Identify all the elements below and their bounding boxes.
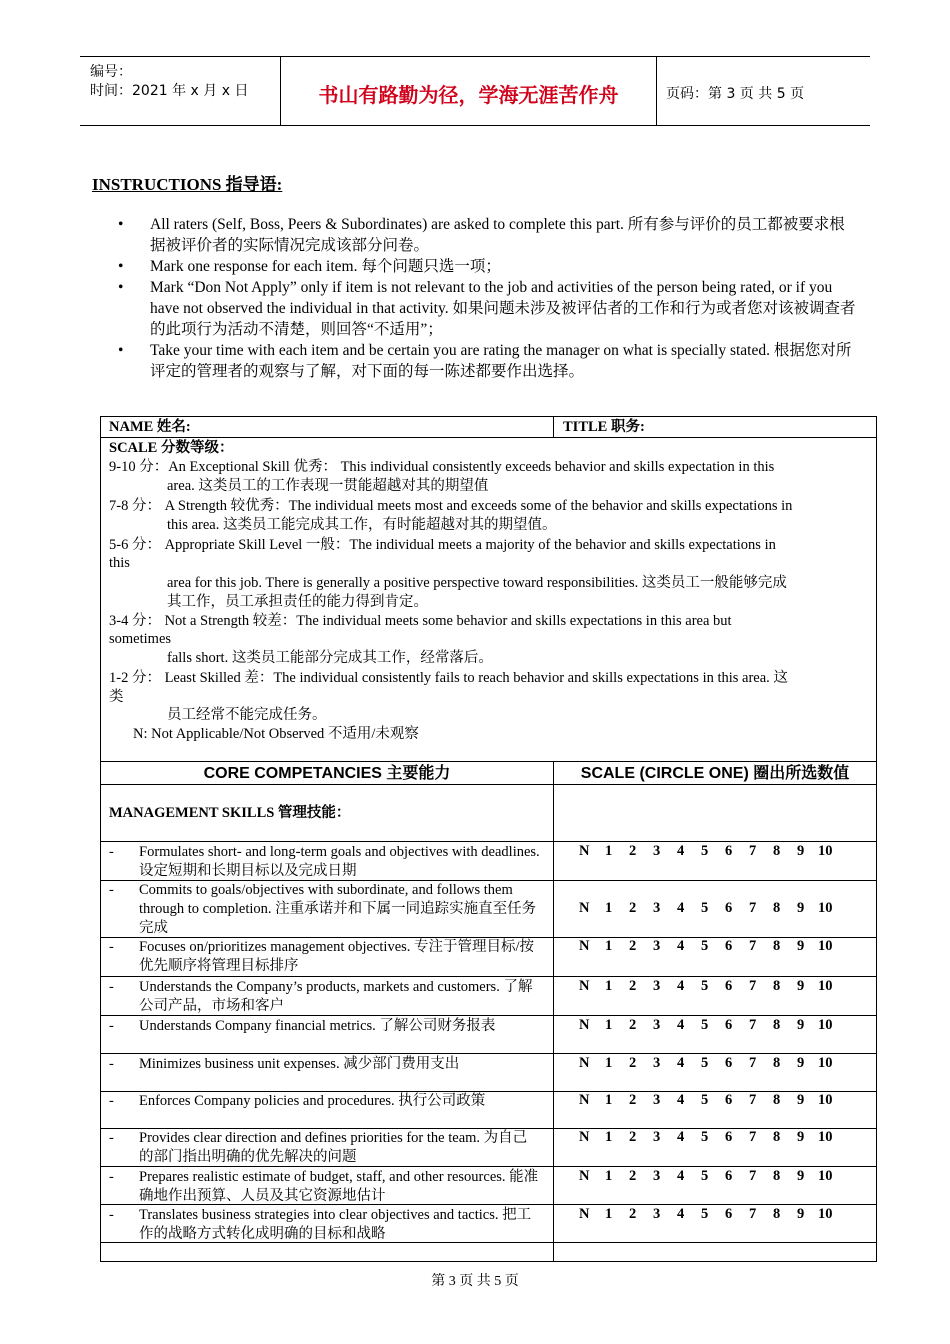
name-title-divider (553, 417, 554, 437)
scale-option-10[interactable]: 10 (818, 1017, 833, 1033)
page-footer: 第 3 页 共 5 页 (431, 1274, 519, 1289)
scale-option-1[interactable]: 1 (605, 1129, 613, 1145)
instruction-item: • Mark one response for each item. 每个问题只选一项； (118, 258, 501, 275)
scale-line: sometimes (109, 631, 172, 647)
competency-form-table (100, 416, 877, 1262)
scale-option-4[interactable]: 4 (677, 1129, 685, 1145)
scale-option-n[interactable]: N (579, 843, 590, 859)
scale-option-10[interactable]: 10 (818, 1055, 833, 1071)
scale-column-header: SCALE (CIRCLE ONE) 圈出所选数值 (580, 765, 850, 782)
item-dash: - (109, 979, 114, 995)
bullet-icon: • (118, 279, 124, 296)
scale-line: 1-2 分： Least Skilled 差：The individual consistently fails to reach behavior and skills expectations in this area. 这 (109, 670, 788, 686)
scale-option-8[interactable]: 8 (773, 900, 781, 916)
scale-option-n[interactable]: N (579, 1055, 590, 1071)
scale-option-3[interactable]: 3 (653, 1206, 661, 1222)
header-page-label: 页码：第 3 页 共 5 页 (666, 86, 805, 102)
scale-option-8[interactable]: 8 (773, 1092, 781, 1108)
header-page-cell (656, 57, 870, 125)
scale-option-9[interactable]: 9 (797, 1168, 805, 1184)
scale-option-5[interactable]: 5 (701, 1017, 709, 1033)
scale-option-10[interactable]: 10 (818, 978, 833, 994)
scale-option-9[interactable]: 9 (797, 1206, 805, 1222)
scale-option-7[interactable]: 7 (749, 1055, 757, 1071)
scale-option-5[interactable]: 5 (701, 843, 709, 859)
management-skills-label: MANAGEMENT SKILLS 管理技能： (109, 805, 351, 821)
scale-line: 5-6 分： Appropriate Skill Level 一般：The individual meets a majority of the behavior and skills expectations in (109, 537, 776, 553)
scale-line: falls short. 这类员工能部分完成其工作，经常落后。 (167, 650, 493, 666)
scale-option-10[interactable]: 10 (818, 1168, 833, 1184)
instruction-item: • Mark “Don Not Apply” only if item is not relevant to the job and activities of the person being rated, or if you have not observed the individual in that activity. 如果问题未涉及被评估者的工作和行为或者您对该被调查者的此项行为活动不清楚，则回答“不适用”； (118, 279, 856, 338)
scale-line: 员工经常不能完成任务。 (167, 707, 327, 723)
instruction-item: • All raters (Self, Boss, Peers & Subordinates) are asked to complete this part. 所有参与评价的员工都被要求根据被评价者的实际情况完成该部分问卷。 (118, 216, 845, 254)
scale-option-6[interactable]: 6 (725, 1092, 733, 1108)
item-dash: - (109, 1169, 114, 1185)
scale-option-2[interactable]: 2 (629, 1055, 637, 1071)
scale-option-9[interactable]: 9 (797, 1129, 805, 1145)
scale-option-3[interactable]: 3 (653, 1092, 661, 1108)
scale-option-n[interactable]: N (579, 938, 590, 954)
scale-option-7[interactable]: 7 (749, 900, 757, 916)
row-divider (101, 761, 876, 762)
document-header (80, 56, 870, 126)
scale-option-4[interactable]: 4 (677, 1092, 685, 1108)
scale-option-4[interactable]: 4 (677, 843, 685, 859)
scale-option-6[interactable]: 6 (725, 843, 733, 859)
item-dash: - (109, 1093, 114, 1109)
scale-option-4[interactable]: 4 (677, 978, 685, 994)
competency-item (109, 1092, 541, 1111)
scale-option-6[interactable]: 6 (725, 1168, 733, 1184)
item-dash: - (109, 882, 114, 898)
scale-option-7[interactable]: 7 (749, 1206, 757, 1222)
scale-option-n[interactable]: N (579, 1017, 590, 1033)
scale-option-10[interactable]: 10 (818, 1206, 833, 1222)
scale-line: 类 (109, 689, 124, 705)
item-text: Translates business strategies into clear objectives and tactics. 把工作的战略方式转化成明确的目标和战略 (139, 1207, 532, 1242)
scale-option-4[interactable]: 4 (677, 1055, 685, 1071)
scale-line: this area. 这类员工能完成其工作，有时能超越对其的期望值。 (167, 517, 557, 533)
scale-option-3[interactable]: 3 (653, 938, 661, 954)
scale-option-3[interactable]: 3 (653, 1017, 661, 1033)
scale-option-8[interactable]: 8 (773, 1168, 781, 1184)
scale-option-n[interactable]: N (579, 900, 590, 916)
scale-option-9[interactable]: 9 (797, 1017, 805, 1033)
scale-option-8[interactable]: 8 (773, 978, 781, 994)
scale-option-1[interactable]: 1 (605, 978, 613, 994)
scale-option-9[interactable]: 9 (797, 978, 805, 994)
scale-option-1[interactable]: 1 (605, 1168, 613, 1184)
scale-option-10[interactable]: 10 (818, 1092, 833, 1108)
row-divider (101, 841, 876, 842)
bullet-icon: • (118, 342, 124, 359)
header-motto-cell (280, 57, 657, 125)
item-text: Enforces Company policies and procedures. 执行公司政策 (139, 1093, 486, 1109)
scale-option-5[interactable]: 5 (701, 1129, 709, 1145)
scale-option-3[interactable]: 3 (653, 978, 661, 994)
core-competencies-header: CORE COMPETANCIES 主要能力 (203, 765, 451, 782)
row-divider (101, 784, 876, 785)
item-dash: - (109, 939, 114, 955)
scale-option-7[interactable]: 7 (749, 1092, 757, 1108)
scale-option-3[interactable]: 3 (653, 1129, 661, 1145)
scale-option-8[interactable]: 8 (773, 1206, 781, 1222)
instruction-item: • Take your time with each item and be certain you are rating the manager on what is specially stated. 根据您对所评定的管理者的观察与了解，对下面的每一陈述都要作出选择。 (118, 342, 852, 380)
scale-option-n[interactable]: N (579, 1168, 590, 1184)
scale-option-5[interactable]: 5 (701, 1206, 709, 1222)
scale-option-8[interactable]: 8 (773, 938, 781, 954)
scale-option-5[interactable]: 5 (701, 1055, 709, 1071)
scale-option-8[interactable]: 8 (773, 843, 781, 859)
column-divider (553, 761, 554, 1261)
scale-option-2[interactable]: 2 (629, 1206, 637, 1222)
item-text: Prepares realistic estimate of budget, staff, and other resources. 能准确地作出预算、人员及其它资源地估计 (139, 1169, 539, 1204)
scale-option-n[interactable]: N (579, 978, 590, 994)
scale-option-1[interactable]: 1 (605, 1206, 613, 1222)
document-date-label: 时间：2021 年 x 月 x 日 (90, 83, 249, 99)
row-divider (101, 437, 876, 438)
scale-line: 9-10 分：An Exceptional Skill 优秀： This individual consistently exceeds behavior and skills expectation in this (109, 459, 775, 475)
scale-option-6[interactable]: 6 (725, 1017, 733, 1033)
bullet-icon: • (118, 216, 124, 233)
scale-option-6[interactable]: 6 (725, 1055, 733, 1071)
scale-option-9[interactable]: 9 (797, 1092, 805, 1108)
scale-option-10[interactable]: 10 (818, 843, 833, 859)
scale-option-n[interactable]: N (579, 1206, 590, 1222)
scale-option-3[interactable]: 3 (653, 1055, 661, 1071)
scale-option-3[interactable]: 3 (653, 1168, 661, 1184)
competency-item (109, 1206, 541, 1244)
scale-option-5[interactable]: 5 (701, 1168, 709, 1184)
scale-option-2[interactable]: 2 (629, 843, 637, 859)
scale-option-5[interactable]: 5 (701, 938, 709, 954)
scale-option-2[interactable]: 2 (629, 978, 637, 994)
competency-item (109, 881, 541, 938)
scale-option-7[interactable]: 7 (749, 843, 757, 859)
scale-option-7[interactable]: 7 (749, 1168, 757, 1184)
item-text: Understands the Company’s products, markets and customers. 了解公司产品，市场和客户 (139, 979, 533, 1014)
scale-option-1[interactable]: 1 (605, 938, 613, 954)
scale-option-8[interactable]: 8 (773, 1055, 781, 1071)
competency-item (109, 1129, 541, 1167)
scale-line: 7-8 分： A Strength 较优秀：The individual meets most and exceeds some of the behavior and skills expectations in (109, 498, 793, 514)
scale-option-10[interactable]: 10 (818, 938, 833, 954)
scale-option-4[interactable]: 4 (677, 1168, 685, 1184)
competency-item (109, 978, 541, 1016)
scale-option-1[interactable]: 1 (605, 900, 613, 916)
row-divider (101, 1242, 876, 1243)
scale-line: this (109, 555, 130, 571)
scale-option-9[interactable]: 9 (797, 843, 805, 859)
scale-option-n[interactable]: N (579, 1092, 590, 1108)
scale-option-1[interactable]: 1 (605, 1055, 613, 1071)
item-text: Formulates short- and long-term goals and objectives with deadlines. 设定短期和长期目标以及完成日期 (139, 844, 540, 879)
competency-item (109, 1017, 541, 1036)
scale-option-6[interactable]: 6 (725, 900, 733, 916)
row-divider (101, 1015, 876, 1016)
scale-option-2[interactable]: 2 (629, 1092, 637, 1108)
scale-option-6[interactable]: 6 (725, 978, 733, 994)
item-dash: - (109, 1018, 114, 1034)
scale-option-2[interactable]: 2 (629, 900, 637, 916)
scale-option-6[interactable]: 6 (725, 1129, 733, 1145)
scale-option-8[interactable]: 8 (773, 1017, 781, 1033)
scale-line: 其工作，员工承担责任的能力得到肯定。 (167, 594, 428, 610)
scale-option-n[interactable]: N (579, 1129, 590, 1145)
item-text: Minimizes business unit expenses. 减少部门费用支出 (139, 1056, 460, 1072)
instructions-list (118, 214, 858, 382)
scale-option-7[interactable]: 7 (749, 1017, 757, 1033)
instructions-title: INSTRUCTIONS 指导语: (92, 175, 283, 194)
scale-option-5[interactable]: 5 (701, 900, 709, 916)
scale-option-2[interactable]: 2 (629, 938, 637, 954)
item-dash: - (109, 1207, 114, 1223)
scale-line: 3-4 分： Not a Strength 较差：The individual meets some behavior and skills expectations in this area but (109, 613, 732, 629)
row-divider (101, 976, 876, 977)
scale-line: area for this job. There is generally a positive perspective toward responsibilities. 这类员工一般能够完成 (167, 575, 787, 591)
competency-item (109, 1168, 541, 1206)
scale-option-5[interactable]: 5 (701, 978, 709, 994)
row-divider (101, 1053, 876, 1054)
scale-option-6[interactable]: 6 (725, 1206, 733, 1222)
row-divider (101, 1166, 876, 1167)
title-label: TITLE 职务: (563, 419, 645, 435)
item-text: Provides clear direction and defines priorities for the team. 为自己的部门指出明确的优先解决的问题 (139, 1130, 528, 1165)
scale-option-4[interactable]: 4 (677, 1206, 685, 1222)
scale-option-7[interactable]: 7 (749, 938, 757, 954)
scale-option-2[interactable]: 2 (629, 1017, 637, 1033)
document-number-label: 编号： (90, 64, 132, 80)
competency-item (109, 938, 541, 976)
item-dash: - (109, 1130, 114, 1146)
scale-line: N: Not Applicable/Not Observed 不适用/未观察 (133, 726, 419, 742)
row-divider (101, 1204, 876, 1205)
scale-option-2[interactable]: 2 (629, 1129, 637, 1145)
scale-option-5[interactable]: 5 (701, 1092, 709, 1108)
scale-option-7[interactable]: 7 (749, 1129, 757, 1145)
scale-line: area. 这类员工的工作表现一贯能超越对其的期望值 (167, 478, 489, 494)
item-text: Commits to goals/objectives with subordinate, and follows them through to completion. 注重承诺并和下属一同追踪实施直至任务完成 (139, 882, 537, 936)
scale-option-9[interactable]: 9 (797, 900, 805, 916)
scale-option-2[interactable]: 2 (629, 1168, 637, 1184)
scale-option-1[interactable]: 1 (605, 1017, 613, 1033)
item-dash: - (109, 844, 114, 860)
scale-option-7[interactable]: 7 (749, 978, 757, 994)
scale-option-8[interactable]: 8 (773, 1129, 781, 1145)
scale-option-1[interactable]: 1 (605, 1092, 613, 1108)
scale-option-4[interactable]: 4 (677, 900, 685, 916)
competency-item (109, 1055, 541, 1074)
item-text: Understands Company financial metrics. 了解公司财务报表 (139, 1018, 496, 1034)
scale-option-10[interactable]: 10 (818, 900, 833, 916)
scale-option-10[interactable]: 10 (818, 1129, 833, 1145)
name-label: NAME 姓名: (109, 419, 191, 435)
scale-option-9[interactable]: 9 (797, 938, 805, 954)
item-dash: - (109, 1056, 114, 1072)
scale-option-9[interactable]: 9 (797, 1055, 805, 1071)
bullet-icon: • (118, 258, 124, 275)
item-text: Focuses on/prioritizes management objectives. 专注于管理目标/按优先顺序将管理目标排序 (139, 939, 535, 974)
scale-option-4[interactable]: 4 (677, 938, 685, 954)
header-motto: 书山有路勤为径，学海无涯苦作舟 (318, 83, 619, 107)
competency-item (109, 843, 541, 881)
scale-option-3[interactable]: 3 (653, 843, 661, 859)
scale-label: SCALE 分数等级： (109, 440, 234, 456)
scale-option-4[interactable]: 4 (677, 1017, 685, 1033)
scale-option-6[interactable]: 6 (725, 938, 733, 954)
scale-option-3[interactable]: 3 (653, 900, 661, 916)
scale-option-1[interactable]: 1 (605, 843, 613, 859)
header-meta-cell (80, 57, 280, 125)
